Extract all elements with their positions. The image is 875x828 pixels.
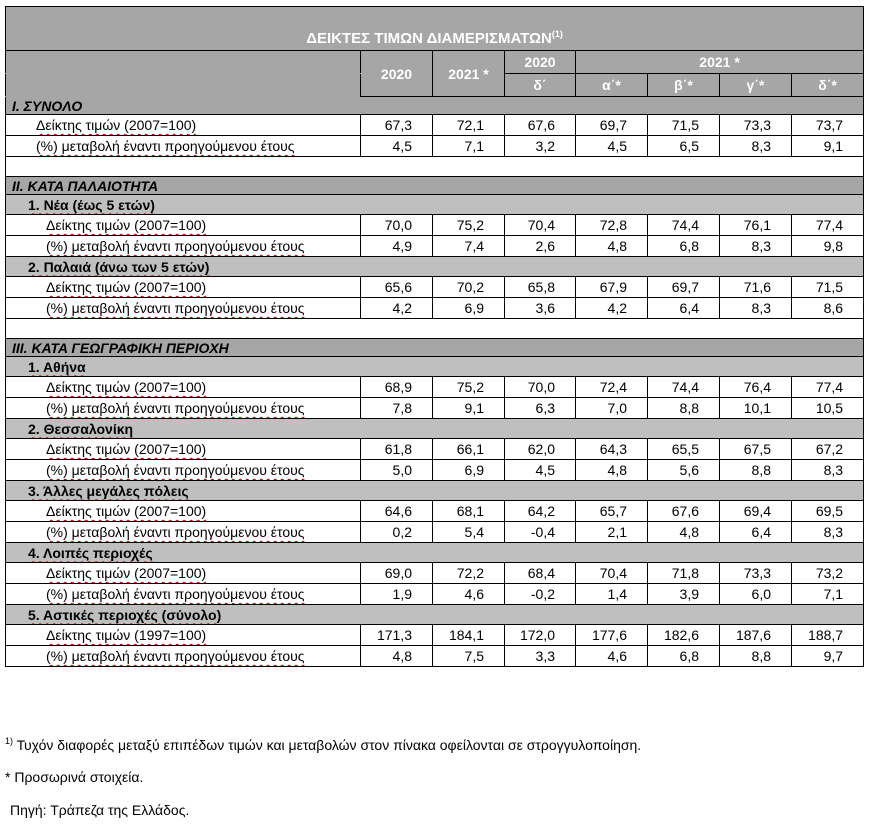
value-cell: 4,2 [576,298,648,319]
value-cell: 70,0 [505,377,576,398]
value-cell: 4,5 [505,460,576,481]
table-row [6,460,864,481]
value-cell: 1,4 [576,584,648,605]
value-cell: 69,7 [648,277,720,298]
value-cell: 6,4 [648,298,720,319]
table-row [6,522,864,543]
row-label [6,522,361,543]
value-cell: 184,1 [433,625,505,646]
row-label [6,439,361,460]
value-cell: 6,9 [433,298,505,319]
row-label [6,625,361,646]
row-label [6,398,361,419]
value-cell: 65,8 [505,277,576,298]
table-row [6,136,864,157]
spacer-row [6,319,864,339]
table-row [6,298,864,319]
section-title: II. ΚΑΤΑ ΠΑΛΑΙΟΤΗΤΑ [6,177,864,195]
spacer-row [6,157,864,177]
table-row [6,563,864,584]
value-cell: 4,2 [361,298,433,319]
col-q2-2021: β΄* [648,74,720,97]
value-cell: 67,2 [792,439,864,460]
row-label [6,215,361,236]
value-cell: 73,3 [720,115,792,136]
value-cell: 9,1 [792,136,864,157]
row-label-text: Δείκτης τιμών (2007=100) [46,565,207,581]
row-label [6,584,361,605]
value-cell: 5,4 [433,522,505,543]
row-label-text: (%) μεταβολή έναντι προηγούμενου έτους [46,648,305,664]
value-cell: 171,3 [361,625,433,646]
footnote-rounding: $^{1)}$ Τυχόν διαφορές μεταξύ επιπέδων τιμών και μεταβολών στον πίνακα οφείλονται σε στρογγυλοποίηση. [5,736,642,753]
row-label [6,377,361,398]
subsection-row [6,195,864,215]
value-cell: 4,8 [648,522,720,543]
value-cell: 72,1 [433,115,505,136]
value-cell: 64,2 [505,501,576,522]
header-blank [6,51,361,74]
value-cell: 6,0 [720,584,792,605]
value-cell: 3,2 [505,136,576,157]
value-cell: 10,5 [792,398,864,419]
row-label [6,460,361,481]
value-cell: 2,6 [505,236,576,257]
table-row [6,236,864,257]
table-row [6,439,864,460]
price-index-table [5,6,864,667]
value-cell: 10,1 [720,398,792,419]
value-cell: 7,1 [433,136,505,157]
row-label [6,501,361,522]
value-cell: 172,0 [505,625,576,646]
value-cell: 4,5 [576,136,648,157]
value-cell: 64,3 [576,439,648,460]
value-cell: 8,8 [720,460,792,481]
value-cell: 3,9 [648,584,720,605]
value-cell: 70,4 [576,563,648,584]
subsection-title-text: 2. Παλαιά (άνω των 5 ετών) [28,258,210,275]
value-cell: 67,9 [576,277,648,298]
value-cell: 69,5 [792,501,864,522]
section-row [6,97,864,115]
table-row [6,646,864,667]
row-label-text: Δείκτης τιμών (2007=100) [46,217,207,233]
value-cell: 61,8 [361,439,433,460]
value-cell: 71,5 [792,277,864,298]
value-cell: 6,4 [720,522,792,543]
subsection-title [6,195,864,215]
value-cell: 3,6 [505,298,576,319]
value-cell: 68,9 [361,377,433,398]
subsection-title-text: 3. Άλλες μεγάλες πόλεις [28,482,189,499]
row-label-text: (%) μεταβολή έναντι προηγούμενου έτους [46,524,305,540]
value-cell: 4,5 [361,136,433,157]
value-cell: 4,8 [361,646,433,667]
value-cell: 67,3 [361,115,433,136]
value-cell: 68,4 [505,563,576,584]
value-cell: 4,8 [576,460,648,481]
subsection-title-text: 2. Θεσσαλονίκη [28,420,134,437]
value-cell: 75,2 [433,215,505,236]
value-cell: 8,3 [792,460,864,481]
col-2020: 2020 [361,51,433,97]
value-cell: 5,6 [648,460,720,481]
value-cell: 68,1 [433,501,505,522]
row-label [6,646,361,667]
subsection-row [6,605,864,625]
value-cell: 4,8 [576,236,648,257]
value-cell: 188,7 [792,625,864,646]
value-cell: 67,5 [720,439,792,460]
subsection-title-text: 1. Νέα (έως 5 ετών) [28,196,155,213]
section-row [6,339,864,357]
value-cell: 2,1 [576,522,648,543]
col-quarter-2021-year: 2021 * [576,51,864,74]
subsection-title [6,419,864,439]
table-row [6,115,864,136]
value-cell: 4,6 [576,646,648,667]
value-cell: 8,3 [720,298,792,319]
section-title: III. ΚΑΤΑ ΓΕΩΓΡΑΦΙΚΗ ΠΕΡΙΟΧΗ [6,339,864,357]
row-label-text: Δείκτης τιμών (2007=100) [36,117,197,133]
value-cell: 8,3 [792,522,864,543]
value-cell: 69,7 [576,115,648,136]
subsection-title [6,605,864,625]
value-cell: 8,8 [720,646,792,667]
subsection-title-text: 4. Λοιπές περιοχές [28,544,153,561]
value-cell: 7,1 [792,584,864,605]
subsection-title-text: 5. Αστικές περιοχές (σύνολο) [28,606,222,623]
value-cell: 6,3 [505,398,576,419]
value-cell: 72,4 [576,377,648,398]
value-cell: 67,6 [648,501,720,522]
row-label [6,236,361,257]
subsection-row [6,481,864,501]
value-cell: -0,2 [505,584,576,605]
row-label-text: Δείκτης τιμών (2007=100) [46,503,207,519]
value-cell: 67,6 [505,115,576,136]
subsection-row [6,543,864,563]
row-label [6,136,361,157]
row-label-text: (%) μεταβολή έναντι προηγούμενου έτους [46,400,305,416]
col-q3-2021: γ΄* [720,74,792,97]
row-label-text: Δείκτης τιμών (2007=100) [46,379,207,395]
section-title: I. ΣΥΝΟΛΟ [6,97,864,115]
row-label-text: (%) μεταβολή έναντι προηγούμενου έτους [46,462,305,478]
value-cell: 9,7 [792,646,864,667]
row-label-text: (%) μεταβολή έναντι προηγούμενου έτους [36,138,295,154]
row-label-text: (%) μεταβολή έναντι προηγούμενου έτους [46,300,305,316]
value-cell: 66,1 [433,439,505,460]
value-cell: 70,2 [433,277,505,298]
value-cell: 77,4 [792,215,864,236]
col-q4-2021: δ΄* [792,74,864,97]
subsection-row [6,419,864,439]
value-cell: 6,5 [648,136,720,157]
col-quarter-2020-year: 2020 [505,51,576,74]
row-label-text: Δείκτης τιμών (1997=100) [46,627,207,643]
row-label [6,563,361,584]
value-cell: 0,2 [361,522,433,543]
value-cell: 71,5 [648,115,720,136]
value-cell: 65,5 [648,439,720,460]
col-2021: 2021 * [433,51,505,97]
value-cell: 69,0 [361,563,433,584]
table-row [6,377,864,398]
subsection-title [6,357,864,377]
value-cell: 9,1 [433,398,505,419]
value-cell: 4,6 [433,584,505,605]
value-cell: 73,2 [792,563,864,584]
value-cell: 7,4 [433,236,505,257]
header-blank [6,74,361,97]
row-label [6,115,361,136]
row-label-text: (%) μεταβολή έναντι προηγούμενου έτους [46,238,305,254]
value-cell: 6,9 [433,460,505,481]
value-cell: 70,0 [361,215,433,236]
table-row [6,277,864,298]
row-label-text: Δείκτης τιμών (2007=100) [46,279,207,295]
subsection-row [6,357,864,377]
value-cell: 74,4 [648,377,720,398]
source-note: Πηγή: Τράπεζα της Ελλάδος. [10,802,190,818]
value-cell: 7,8 [361,398,433,419]
value-cell: 6,8 [648,646,720,667]
spacer-cell [6,319,864,339]
value-cell: 72,8 [576,215,648,236]
table-title: ΔΕΙΚΤΕΣ ΤΙΜΩΝ ΔΙΑΜΕΡΙΣΜΑΤΩΝ$^{(1)}$ [6,7,864,51]
row-label [6,277,361,298]
value-cell: 77,4 [792,377,864,398]
table-row [6,625,864,646]
value-cell: 65,7 [576,501,648,522]
table-row [6,501,864,522]
table-row [6,584,864,605]
section-row [6,177,864,195]
value-cell: 182,6 [648,625,720,646]
subsection-title [6,481,864,501]
value-cell: 187,6 [720,625,792,646]
value-cell: 62,0 [505,439,576,460]
value-cell: 65,6 [361,277,433,298]
value-cell: 9,8 [792,236,864,257]
value-cell: 6,8 [648,236,720,257]
value-cell: 7,0 [576,398,648,419]
value-cell: 3,3 [505,646,576,667]
value-cell: 71,8 [648,563,720,584]
subsection-title [6,543,864,563]
subsection-row [6,257,864,277]
value-cell: 76,4 [720,377,792,398]
value-cell: 69,4 [720,501,792,522]
col-q1-2021: α΄* [576,74,648,97]
value-cell: 73,3 [720,563,792,584]
value-cell: 1,9 [361,584,433,605]
value-cell: 64,6 [361,501,433,522]
spacer-cell [6,157,864,177]
value-cell: 72,2 [433,563,505,584]
value-cell: 4,9 [361,236,433,257]
value-cell: 74,4 [648,215,720,236]
row-label [6,298,361,319]
subsection-title [6,257,864,277]
value-cell: 73,7 [792,115,864,136]
value-cell: 8,6 [792,298,864,319]
subsection-title-text: 1. Αθήνα [28,358,86,375]
value-cell: 75,2 [433,377,505,398]
col-q4-2020: δ΄ [505,74,576,97]
table-row [6,215,864,236]
value-cell: 5,0 [361,460,433,481]
row-label-text: (%) μεταβολή έναντι προηγούμενου έτους [46,586,305,602]
value-cell: 177,6 [576,625,648,646]
value-cell: -0,4 [505,522,576,543]
value-cell: 8,3 [720,136,792,157]
value-cell: 76,1 [720,215,792,236]
value-cell: 7,5 [433,646,505,667]
value-cell: 71,6 [720,277,792,298]
value-cell: 70,4 [505,215,576,236]
value-cell: 8,8 [648,398,720,419]
row-label-text: Δείκτης τιμών (2007=100) [46,441,207,457]
table-row [6,398,864,419]
value-cell: 8,3 [720,236,792,257]
footnote-provisional: * Προσωρινά στοιχεία. [5,769,144,785]
